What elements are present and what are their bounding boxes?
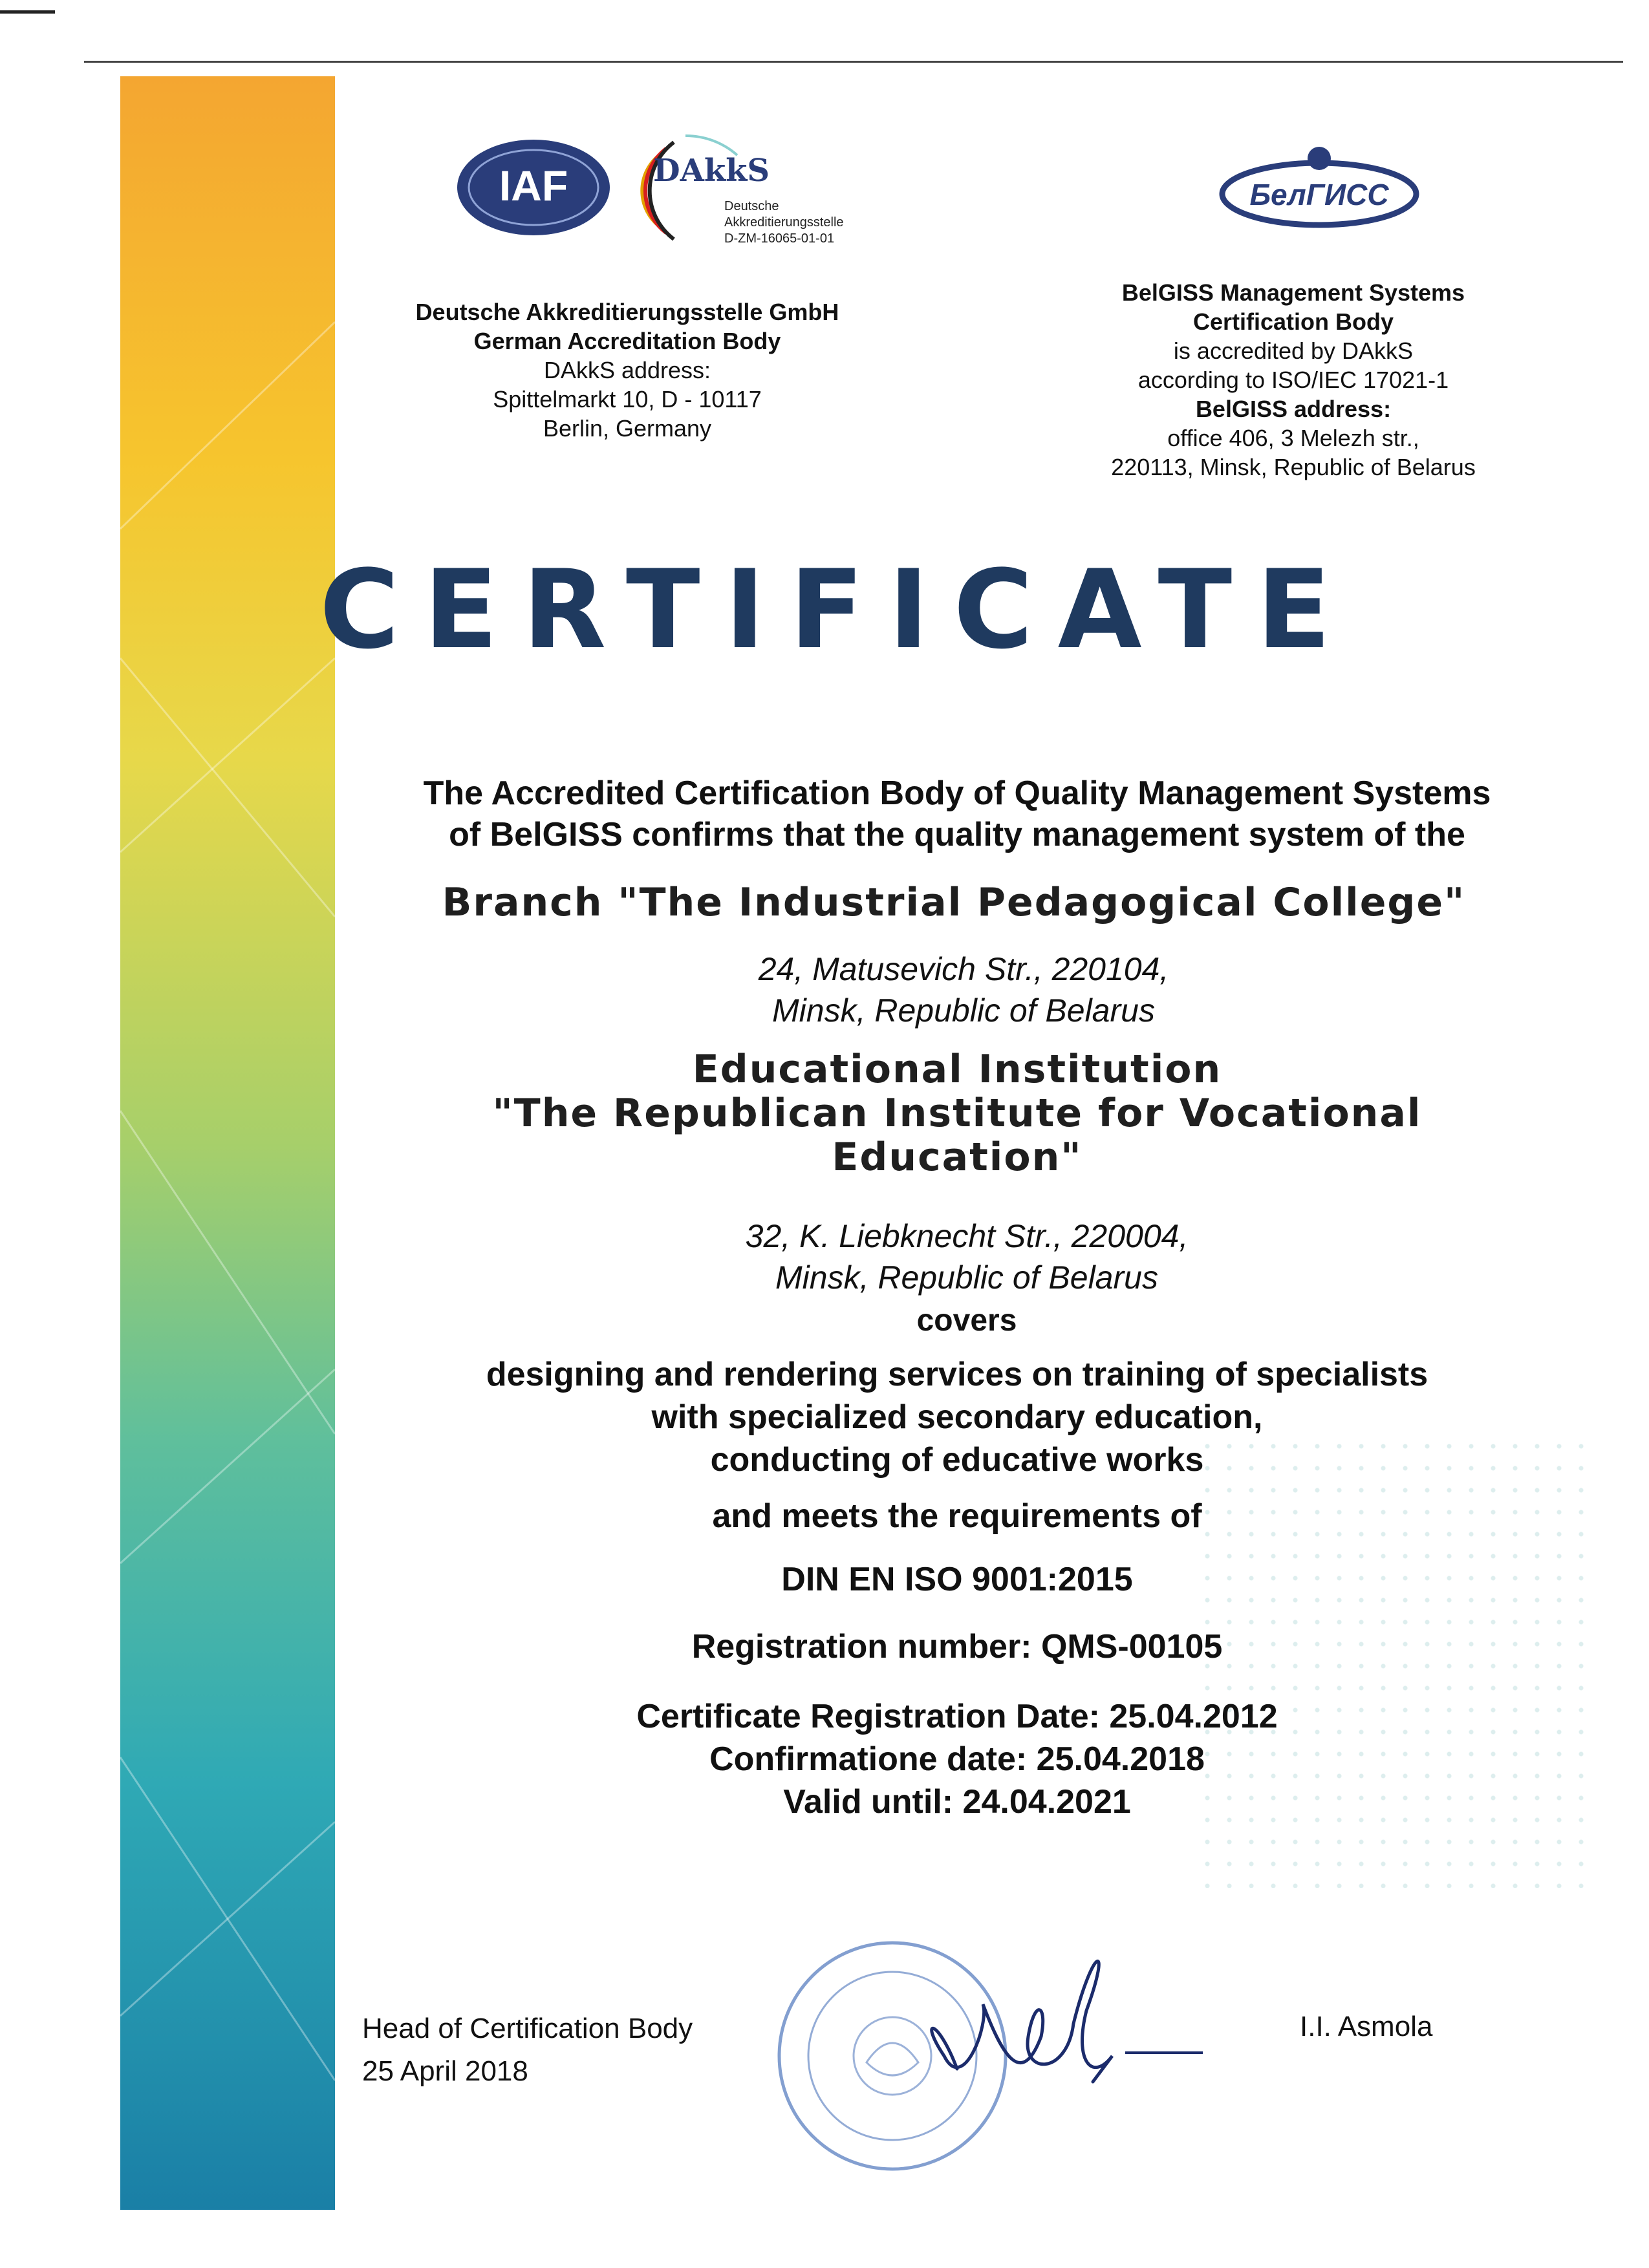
dakks-logo-sub1: Deutsche	[724, 199, 779, 213]
edge-mark	[0, 10, 55, 14]
intro-line-2: of BelGISS confirms that the quality management system of the	[449, 816, 1465, 853]
top-rule	[84, 61, 1623, 63]
certificate-title: CERTIFICATE	[319, 546, 1355, 673]
branch-address-line-1: 24, Matusevich Str., 220104,	[758, 951, 1169, 987]
institution-name-line-3: Education"	[832, 1135, 1083, 1180]
dakks-address-label: DAkkS address:	[543, 357, 711, 383]
branch-address-line-2: Minsk, Republic of Belarus	[772, 992, 1155, 1029]
belgiss-standard: according to ISO/IEC 17021-1	[1137, 367, 1449, 393]
belgiss-address-label: BelGISS address:	[1195, 396, 1392, 422]
scope-line-2: with specialized secondary education,	[651, 1398, 1263, 1436]
belgiss-body-type: Certification Body	[1192, 308, 1394, 335]
intro-text	[0, 773, 1649, 855]
scope-line-1: designing and rendering services on training of specialists	[486, 1356, 1428, 1393]
scope-text	[0, 1353, 1649, 1481]
signatory-block	[362, 2007, 815, 2093]
institution-address-line-1: 32, K. Liebknecht Str., 220004,	[745, 1218, 1189, 1254]
belgiss-address-street: office 406, 3 Melezh str.,	[1167, 425, 1419, 451]
belgiss-logo	[1216, 145, 1423, 230]
registration-dates	[0, 1695, 1649, 1823]
dakks-logo-sub3: D-ZM-16065-01-01	[724, 231, 835, 246]
signatory-name: I.I. Asmola	[1300, 2011, 1433, 2042]
dakks-logo	[621, 129, 892, 259]
institution-address-line-2: Minsk, Republic of Belarus	[775, 1259, 1158, 1296]
branch-name: Branch "The Industrial Pedagogical College"	[442, 880, 1466, 925]
signatory-role: Head of Certification Body	[362, 2013, 693, 2044]
belgiss-accreditation: is accredited by DAkkS	[1173, 337, 1414, 364]
intro-line-1: The Accredited Certification Body of Quality Management Systems	[423, 775, 1491, 812]
belgiss-body-name: BelGISS Management Systems	[1121, 279, 1465, 306]
branch-address	[0, 948, 1649, 1031]
dakks-company-name: Deutsche Akkreditierungsstelle GmbH	[415, 299, 839, 325]
institution-name	[0, 1047, 1649, 1179]
dakks-address-city: Berlin, Germany	[543, 415, 712, 442]
dakks-logo-text: DAkkS	[653, 153, 770, 189]
standard-name: DIN EN ISO 9001:2015	[781, 1561, 1133, 1598]
institution-address	[0, 1215, 1649, 1298]
belgiss-address-city: 220113, Minsk, Republic of Belarus	[1111, 454, 1476, 480]
dakks-address-block	[285, 297, 970, 443]
covers-label: covers	[916, 1303, 1017, 1338]
registration-number: Registration number: QMS-00105	[691, 1628, 1223, 1665]
iaf-logo-text: IAF	[499, 162, 568, 209]
belgiss-address-block	[970, 278, 1617, 482]
dakks-body-type: German Accreditation Body	[473, 328, 781, 354]
institution-name-line-2: "The Republican Institute for Vocational	[492, 1091, 1422, 1136]
scope-line-3: conducting of educative works	[710, 1441, 1204, 1479]
signature-date: 25 April 2018	[362, 2055, 528, 2087]
dakks-logo-sub2: Akkreditierungsstelle	[724, 215, 844, 230]
dakks-address-street: Spittelmarkt 10, D - 10117	[493, 386, 762, 412]
belgiss-logo-text: БелГИСС	[1249, 178, 1389, 211]
meets-requirements: and meets the requirements of	[712, 1497, 1202, 1535]
signature	[879, 1927, 1229, 2121]
iaf-logo	[453, 136, 614, 239]
confirmation-date: Confirmatione date: 25.04.2018	[709, 1740, 1205, 1778]
institution-name-line-1: Educational Institution	[692, 1047, 1222, 1092]
valid-until: Valid until: 24.04.2021	[783, 1783, 1131, 1821]
certificate-registration-date: Certificate Registration Date: 25.04.2012	[636, 1698, 1278, 1735]
